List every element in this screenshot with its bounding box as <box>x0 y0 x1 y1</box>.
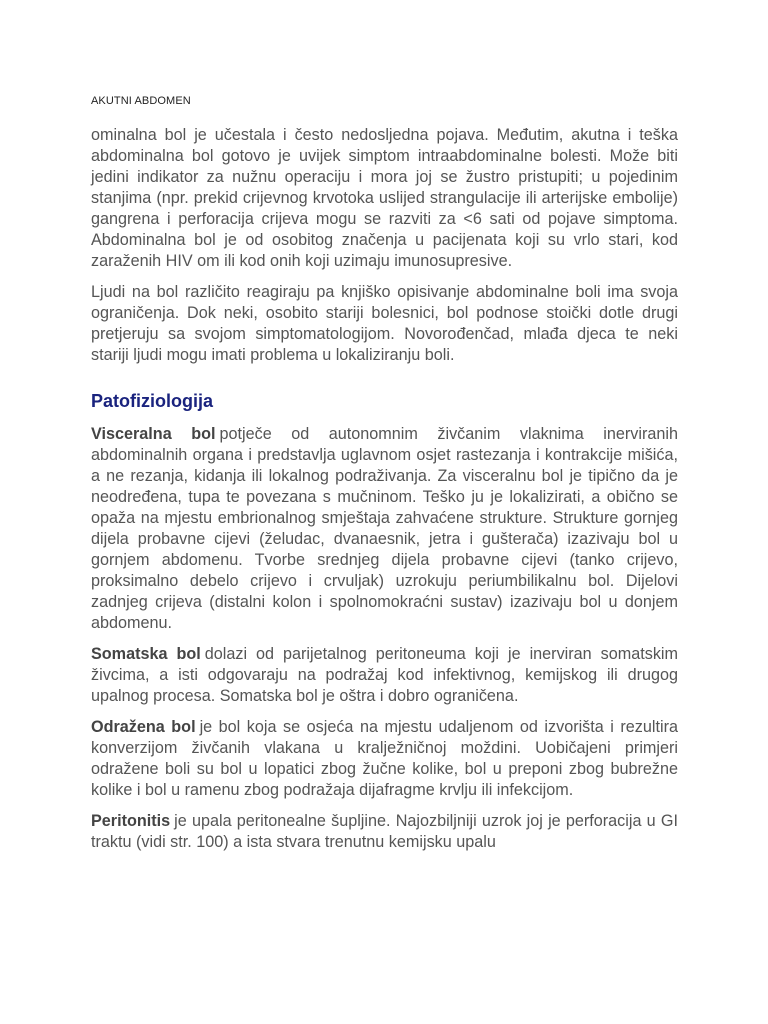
term-visceral-pain: Visceralna bol <box>91 425 216 443</box>
intro-paragraph-2: Ljudi na bol različito reagiraju pa knjiško opisivanje abdominalne boli ima svoja ograničenja. Dok neki, osobito stariji bolesnici, bol podnose stoički dotle drugi pretjeruju sa svojom simptomatologijom. Novorođenčad, mlađa djeca te neki stariji ljudi mogu imati problema u lokaliziranju boli. <box>91 283 678 364</box>
visceral-pain-paragraph <box>91 424 678 634</box>
term-somatic-pain: Somatska bol <box>91 645 201 663</box>
referred-pain-text: je bol koja se osjeća na mjestu udaljenom od izvorišta i rezultira konverzijom živčanih vlakana u kralježničnoj moždini. Uobičajeni primjeri odražene boli su bol u lopatici zbog žučne kolike, bol u preponi zbog bubrežne kolike i bol u ramenu zbog podražaja dijafragme krvlju ili infekcijom. <box>91 718 678 799</box>
document-body <box>91 125 678 863</box>
referred-pain-paragraph <box>91 717 678 801</box>
term-referred-pain: Odražena bol <box>91 718 196 736</box>
running-header: AKUTNI ABDOMEN <box>91 95 191 107</box>
section-heading: Patofiziologija <box>91 391 214 411</box>
peritonitis-text: je upala peritonealne šupljine. Najozbiljniji uzrok joj je perforacija u GI traktu (vidi str. 100) a ista stvara trenutnu kemijsku upalu <box>91 812 678 851</box>
term-peritonitis: Peritonitis <box>91 812 171 830</box>
peritonitis-paragraph <box>91 811 678 853</box>
somatic-pain-paragraph <box>91 644 678 707</box>
somatic-pain-text: dolazi od parijetalnog peritoneuma koji je inerviran somatskim živcima, a isti odgovaraju na podražaj kod infektivnog, kemijskog ili drugog upalnog procesa. Somatska bol je oštra i dobro ograničena. <box>91 645 678 705</box>
visceral-pain-text: potječe od autonomnim živčanim vlaknima inerviranih abdominalnih organa i predstavlja uglavnom osjet rastezanja i kontrakcije mišića, a ne rezanja, kidanja ili lokalnog podraživanja. Za visceralnu bol je tipično da je neodređena, tupa te povezana s mučninom. Teško ju je lokalizirati, a obično se opaža na mjestu embrionalnog smještaja zahvaćene strukture. Strukture gornjeg dijela probavne cijevi (želudac, dvanaesnik, jetra i gušterača) izazivaju bol u gornjem abdomenu. Tvorbe srednjeg dijela probavne cijevi (tanko crijevo, proksimalno debelo crijevo i crvuljak) uzrokuju periumbilikalnu bol. Dijelovi zadnjeg crijeva (distalni kolon i spolnomokraćni sustav) izazivaju bol u donjem abdomenu. <box>91 425 678 632</box>
intro-paragraph-1: ominalna bol je učestala i često nedosljedna pojava. Međutim, akutna i teška abdominalna bol gotovo je uvijek simptom intraabdominalne bolesti. Može biti jedini indikator za nužnu operaciju i mora joj se žustro pristupiti; u pojedinim stanjima (npr. prekid crijevnog krvotoka uslijed strangulacije ili arterijske embolije) gangrena i perforacija crijeva mogu se razviti za <6 sati od pojave simptoma. Abdominalna bol je od osobitog značenja u pacijenata koji su vrlo stari, kod zaraženih HIV om ili kod onih koji uzimaju imunosupresive. <box>91 126 678 270</box>
